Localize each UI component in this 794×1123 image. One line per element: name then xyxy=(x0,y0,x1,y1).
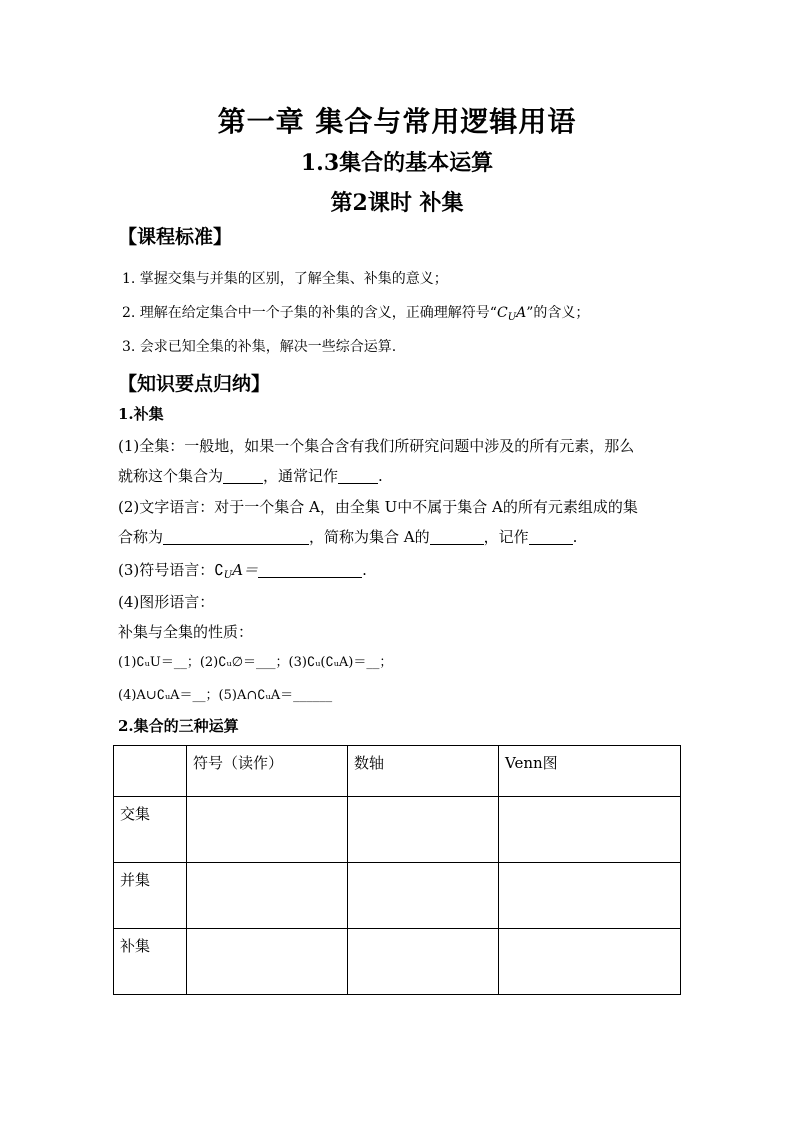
blank xyxy=(430,529,484,545)
table-row xyxy=(114,929,681,995)
table-cell xyxy=(499,929,681,995)
blank xyxy=(223,468,263,484)
lesson-title: 第2课时 补集 xyxy=(330,190,464,216)
table-header-cell: Venn图 xyxy=(499,746,681,797)
blank xyxy=(338,468,378,484)
table-cell xyxy=(187,863,348,929)
table-row xyxy=(114,797,681,863)
properties-line2: (4)A∪∁ᵤA＝__；(5)A∩∁ᵤA＝______ xyxy=(118,688,333,703)
row-label: 并集 xyxy=(114,863,187,929)
symbol-language: (3)符号语言：$∁_UA=$ . xyxy=(118,561,367,581)
table-cell xyxy=(348,863,499,929)
graphic-language: (4)图形语言： xyxy=(118,593,215,611)
operations-table xyxy=(113,745,681,995)
subheading-three-operations: 2.集合的三种运算 xyxy=(118,717,239,735)
universal-set-line2: 就称这个集合为 ，通常记作 . xyxy=(118,467,383,485)
verbal-language-line2: 合称为 ，简称为集合 A的 ，记作 . xyxy=(118,528,578,546)
blank xyxy=(529,529,573,545)
standard-item-2: 2. 理解在给定集合中一个子集的补集的含义，正确理解符号“$C_UA$”的含义； xyxy=(122,305,590,323)
table-header-row xyxy=(114,746,681,797)
row-label: 交集 xyxy=(114,797,187,863)
verbal-language-line1: (2)文字语言：对于一个集合 A，由全集 U中不属于集合 A的所有元素组成的集 xyxy=(118,498,638,516)
standard-item-3: 3. 会求已知全集的补集，解决一些综合运算. xyxy=(122,339,397,355)
table-header-cell: 符号（读作） xyxy=(187,746,348,797)
table-cell xyxy=(499,863,681,929)
properties-title: 补集与全集的性质： xyxy=(118,623,254,641)
standard-item-1: 1. 掌握交集与并集的区别，了解全集、补集的意义； xyxy=(122,271,448,287)
blank xyxy=(163,529,309,545)
table-header-cell: 数轴 xyxy=(348,746,499,797)
course-standard-heading: 【课程标准】 xyxy=(118,226,233,248)
chapter-title: 第一章 集合与常用逻辑用语 xyxy=(217,105,577,138)
table-header-cell xyxy=(114,746,187,797)
table-row xyxy=(114,863,681,929)
knowledge-heading: 【知识要点归纳】 xyxy=(118,373,271,395)
section-title: 1.3集合的基本运算 xyxy=(300,150,494,176)
row-label: 补集 xyxy=(114,929,187,995)
universal-set-line1: (1)全集：一般地，如果一个集合含有我们所研究问题中涉及的所有元素，那么 xyxy=(118,437,635,455)
table-cell xyxy=(499,797,681,863)
table-cell xyxy=(348,929,499,995)
table-cell xyxy=(187,797,348,863)
blank xyxy=(258,562,362,578)
table-cell xyxy=(348,797,499,863)
properties-line1: (1)∁ᵤU＝__；(2)∁ᵤ∅＝___；(3)∁ᵤ(∁ᵤA)＝__； xyxy=(118,655,393,670)
table-cell xyxy=(187,929,348,995)
subheading-complement: 1.补集 xyxy=(118,405,164,423)
